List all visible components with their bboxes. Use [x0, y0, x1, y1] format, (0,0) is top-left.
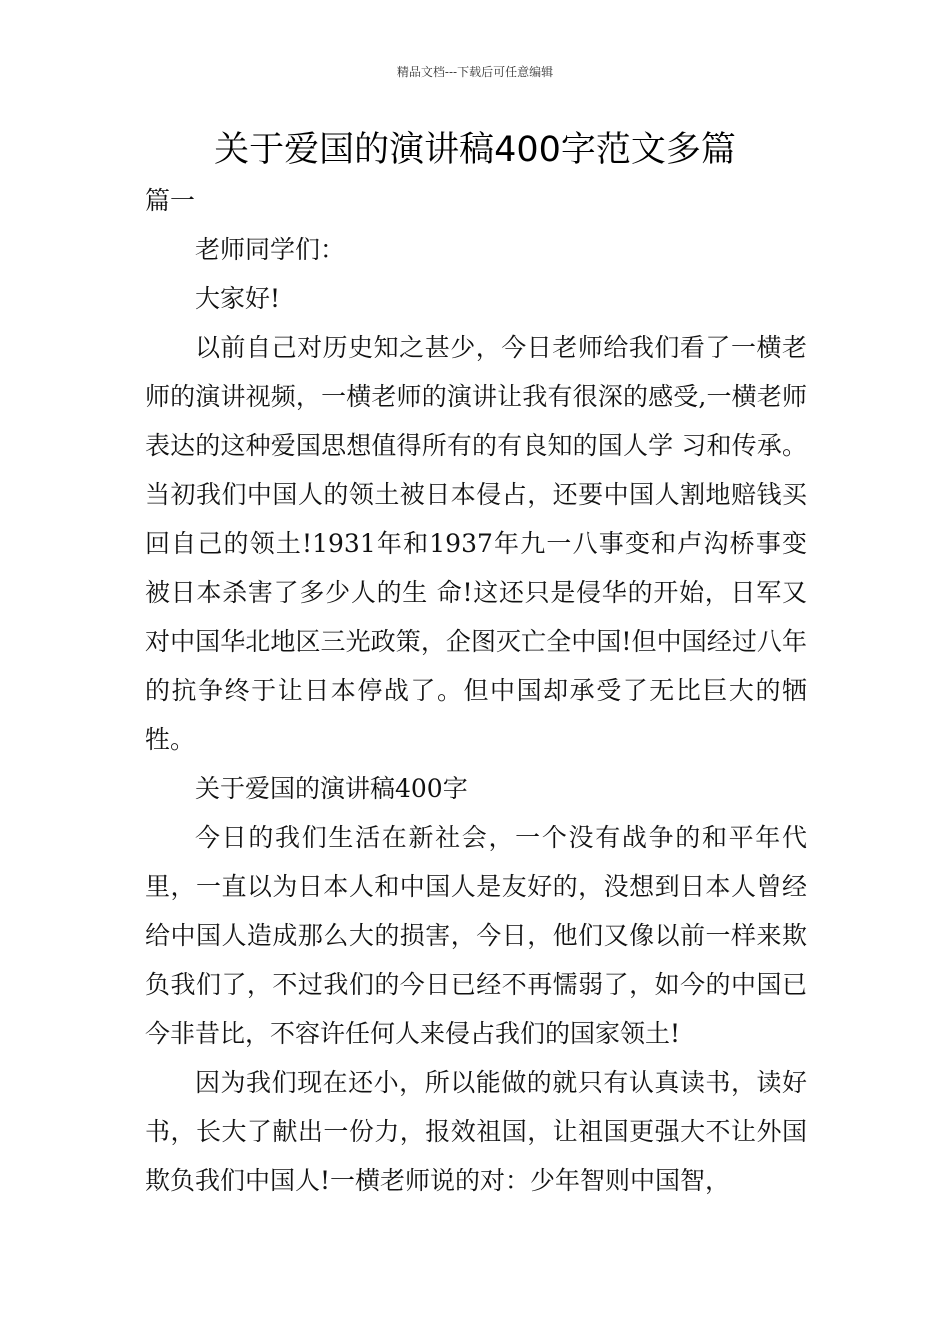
paragraph-subheading: 关于爱国的演讲稿400字 — [195, 774, 468, 803]
paragraph-today: 今日的我们生活在新社会，一个没有战争的和平年代里，一直以为日本人和中国人是友好的，没想到日本人曾经给中国人造成那么大的损害，今日，他们又像以前一样来欺负我们了，不过我们的今日已经不再懦弱了，如今的中国已今非昔比，不容许任何人来侵占我们的国家领土! — [145, 823, 807, 1048]
paragraph-history: 以前自己对历史知之甚少，今日老师给我们看了一横老师的演讲视频，一横老师的演讲让我有很深的感受,一横老师表达的这种爱国思想值得所有的有良知的国人学 习和传承。当初我们中国人的领土被日本侵占，还要中国人割地赔钱买回自己的领土!1931年和1937年九一八事变和卢沟桥事变被日本杀害了多少人的生 命!这还只是侵华的开始，日军又对中国华北地区三光政策，企图灭亡全中国!但中国经过八年的抗争终于让日本停战了。但中国却承受了无比巨大的牺牲。 — [145, 333, 807, 754]
document-body — [145, 176, 807, 1205]
paragraph-greeting-hello: 大家好! — [195, 284, 281, 313]
paragraph-greeting-audience: 老师同学们： — [195, 235, 346, 264]
header-note: 精品文档---下载后可任意编辑 — [396, 65, 554, 79]
paragraph-study: 因为我们现在还小，所以能做的就只有认真读书，读好书，长大了献出一份力，报效祖国，让祖国更强大不让外国欺负我们中国人!一横老师说的对：少年智则中国智， — [145, 1068, 807, 1195]
document-title: 关于爱国的演讲稿400字范文多篇 — [214, 130, 736, 170]
section-label: 篇一 — [145, 186, 196, 215]
